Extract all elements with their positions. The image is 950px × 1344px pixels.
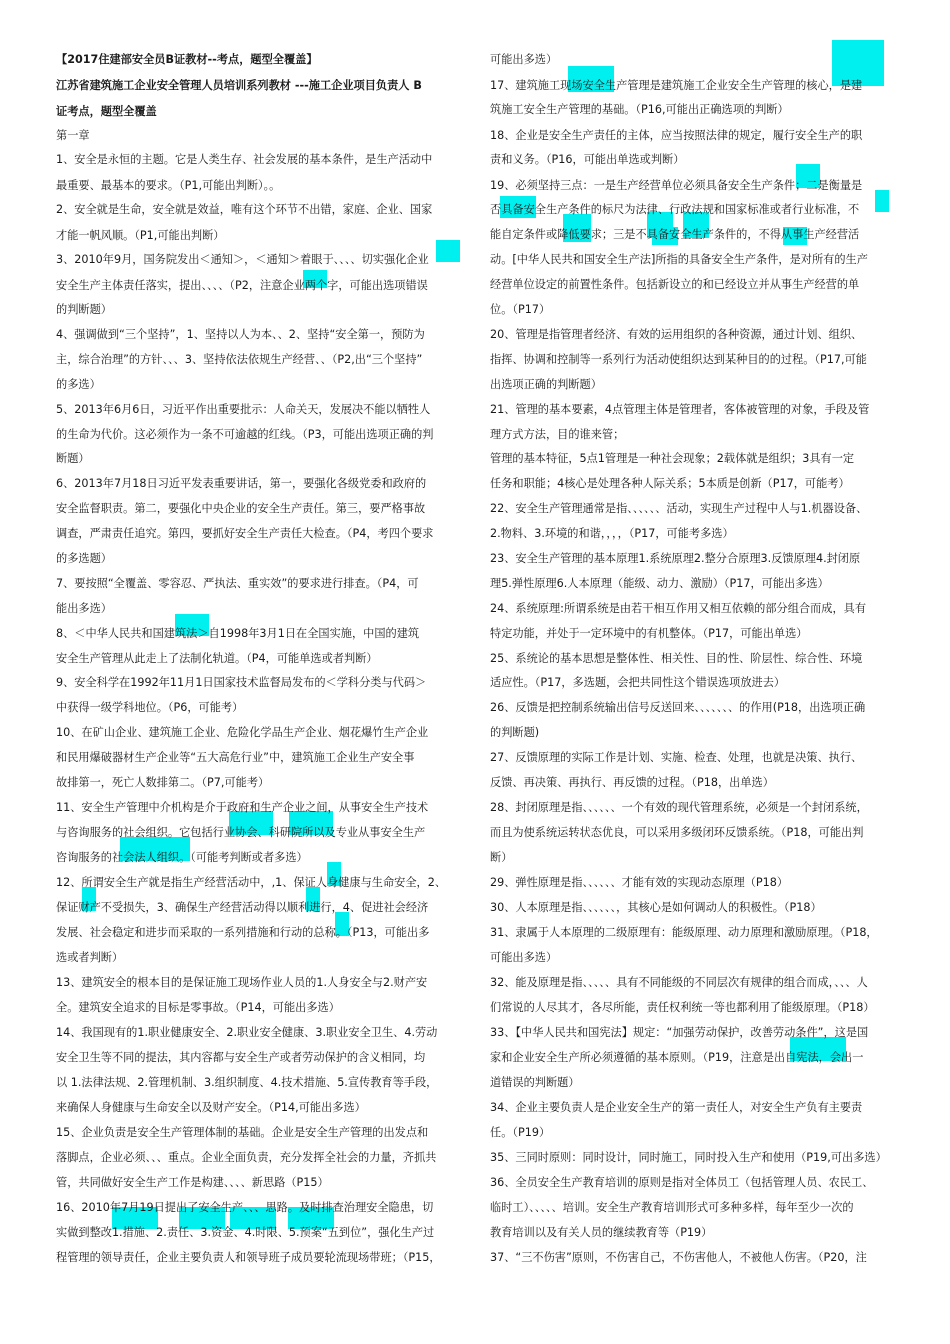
text-line: 25、系统论的基本思想是整体性、相关性、目的性、阶层性、综合性、环境	[490, 652, 863, 665]
text-line: 32、能及原理是指、、、、、具有不同能级的不同层次有规律的组合而成，、、、人	[490, 976, 868, 989]
text-line: 15、企业负责是安全生产管理体制的基础。企业是安全生产管理的出发点和	[56, 1126, 429, 1139]
text-line: 4、强调做到“三个坚持”，1、坚持以人为本、、2、坚持“安全第一，预防为	[56, 328, 425, 341]
text-line: 管理的基本特征，5点1管理是一种社会现象；2载体就是组织；3具有一定	[490, 452, 855, 465]
text-line: 反馈、再决策、再执行、再反馈的过程。（P18，出单选）	[490, 776, 774, 789]
text-line: 30、人本原理是指、、、、、、，其核心是如何调动人的积极性。（P18）	[490, 901, 822, 914]
text-line: 实做到整改1.措施、2.责任、3.资金、4.时限、5.预案“五到位”，强化生产过	[56, 1226, 435, 1239]
text-line: 道错误的判断题）	[490, 1076, 580, 1089]
text-line: 才能一帆风顺。（P1,可能出判断）	[56, 229, 225, 242]
text-line: 安全卫生等不同的提法，其内容都与安全生产或者劳动保护的含义相同，均	[56, 1051, 426, 1064]
text-line: 断）	[490, 851, 513, 864]
text-line: 的判断题)	[490, 726, 540, 739]
text-line: 29、弹性原理是指、、、、、、才能有效的实现动态原理（P18）	[490, 876, 789, 889]
text-line: 6、2013年7月18日习近平发表重要讲话，第一，要强化各级党委和政府的	[56, 477, 427, 490]
text-line: 19、必须坚持三点：一是生产经营单位必须具备安全生产条件；二是衡量是	[490, 179, 863, 192]
text-line: 来确保人身健康与生命安全以及财产安全。（P14,可能出多选）	[56, 1101, 366, 1114]
text-line: 主，综合治理”的方针、、、3、坚持依法依规生产经营、、（P2,出“三个坚持”	[56, 353, 423, 366]
text-line: 保证财产不受损失，3、确保生产经营活动得以顺利进行，4、促进社会经济	[56, 901, 429, 914]
text-line: 2、安全就是生命，安全就是效益，唯有这个环节不出错，家庭、企业、国家	[56, 203, 433, 216]
text-line: 11、安全生产管理中介机构是介于政府和生产企业之间，从事安全生产技术	[56, 801, 429, 814]
text-line: 理方式方法，目的谁来管；	[490, 428, 625, 441]
text-line: 安全生产管理从此走上了法制化轨道。（P4，可能单选或者判断）	[56, 652, 378, 665]
text-line: 咨询服务的社会法人组织。（可能考判断或者多选）	[56, 851, 308, 864]
text-line: 2.物料、3.环境的和谐，，，，（P17，可能考多选）	[490, 527, 734, 540]
text-line: 17、建筑施工现场安全生产管理是建筑施工企业安全生产管理的核心，是建	[490, 79, 863, 92]
text-line: 12、所谓安全生产就是指生产经营活动中，,1、保证人身健康与生命安全，2、	[56, 876, 447, 889]
text-line: 第一章	[56, 129, 90, 142]
text-line: 27、反馈原理的实际工作是计划、实施、检查、处理，也就是决策、执行、	[490, 751, 863, 764]
text-line: 动。[中华人民共和国安全生产法]所指的具备安全生产条件，是对所有的生产	[490, 253, 868, 266]
text-line: 的多选题）	[56, 552, 112, 565]
text-line: 们常说的人尽其才，各尽所能，责任权利统一等也都利用了能级原理。（P18）	[490, 1001, 875, 1014]
text-line: 14、我国现有的1.职业健康安全、2.职业安全健康、3.职业安全卫生、4.劳动	[56, 1026, 438, 1039]
text-line: 3、2010年9月，国务院发出＜通知＞，＜通知＞着眼于、、、、切实强化企业	[56, 253, 429, 266]
text-line: 28、封闭原理是指、、、、、、一个有效的现代管理系统，必须是一个封闭系统，	[490, 801, 868, 814]
text-line: 以 1.法律法规、2.管理机制、3.组织制度、4.技术措施、5.宣传教育等手段，	[56, 1076, 438, 1089]
text-line: 9、安全科学在1992年11月1日国家技术监督局发布的＜学科分类与代码＞	[56, 676, 427, 689]
text-line: 断题）	[56, 452, 90, 465]
text-line: 可能出多选）	[490, 951, 558, 964]
text-line: 35、三同时原则：同时设计，同时施工，同时投入生产和使用（P19,可出多选）	[490, 1151, 887, 1164]
text-line: 13、建筑安全的根本目的是保证施工现场作业人员的1.人身安全与2.财产安	[56, 976, 428, 989]
text-line: 选或者判断）	[56, 951, 124, 964]
text-line: 的多选）	[56, 378, 101, 391]
text-line: 21、管理的基本要素，4点管理主体是管理者，客体被管理的对象，手段及管	[490, 403, 870, 416]
text-line: 江苏省建筑施工企业安全管理人员培训系列教材 ---施工企业项目负责人 B	[56, 79, 422, 92]
text-line: 5、2013年6月6日，习近平作出重要批示：人命关天，发展决不能以牺牲人	[56, 403, 431, 416]
text-line: 24、系统原理:所谓系统是由若干相互作用又相互依赖的部分组合而成，具有	[490, 602, 867, 615]
text-line: 的判断题）	[56, 303, 112, 316]
text-line: 临时工）、、、、、培训。安全生产教育培训形式可多种多样，每年至少一次的	[490, 1201, 854, 1214]
text-line: 10、在矿山企业、建筑施工企业、危险化学品生产企业、烟花爆竹生产企业	[56, 726, 429, 739]
text-line: 安全生产主体责任落实，提出、、、、（P2，注意企业两个字，可能出选项错误	[56, 279, 428, 292]
text-line: 能自定条件或降低要求；三是不具备安全生产条件的，不得从事生产经营活	[490, 228, 860, 241]
text-line: 最重要、最基本的要求。（P1,可能出判断）。。	[56, 179, 281, 192]
text-line: 否具备安全生产条件的标尺为法律、行政法规和国家标准或者行业标准，不	[490, 203, 860, 216]
text-line: 31、隶属于人本原理的二级原理有：能级原理、动力原理和激励原理。（P18，	[490, 926, 878, 939]
text-line: 18、企业是安全生产责任的主体，应当按照法律的规定，履行安全生产的职	[490, 129, 863, 142]
text-line: 适应性。（P17，多选题，会把共同性这个错误选项放进去）	[490, 676, 786, 689]
text-line: 能出多选）	[56, 602, 112, 615]
text-line: 指挥、协调和控制等一系列行为活动使组织达到某种目的的过程。（P17,可能	[490, 353, 867, 366]
text-line: 任务和职能；4核心是处理各种人际关系；5本质是创新（P17，可能考）	[490, 477, 850, 490]
text-line: 的生命为代价。这必须作为一条不可逾越的红线。（P3，可能出选项正确的判	[56, 428, 434, 441]
text-line: 23、安全生产管理的基本原理1.系统原理2.整分合原理3.反馈原理4.封闭原	[490, 552, 861, 565]
text-line: 和民用爆破器材生产企业等“五大高危行业”中，建筑施工企业生产安全事	[56, 751, 415, 764]
text-line: 可能出多选）	[490, 53, 558, 66]
text-line: 1、安全是永恒的主题。它是人类生存、社会发展的基本条件，是生产活动中	[56, 153, 433, 166]
highlight-mark	[875, 190, 889, 212]
text-line: 理5.弹性原理6.人本原理（能级、动力、激励）（P17，可能出多选）	[490, 577, 829, 590]
text-line: 34、企业主要负责人是企业安全生产的第一责任人，对安全生产负有主要责	[490, 1101, 863, 1114]
text-line: 筑施工安全生产管理的基础。（P16,可能出正确选项的判断）	[490, 103, 789, 116]
text-line: 全。建筑安全追求的目标是零事故。（P14，可能出多选）	[56, 1001, 340, 1014]
text-line: 与咨询服务的社会组织。它包括行业协会、科研院所以及专业从事安全生产	[56, 826, 426, 839]
text-line: 故排第一，死亡人数排第二。（P7,可能考）	[56, 776, 270, 789]
text-line: 责和义务。（P16，可能出单选或判断）	[490, 153, 685, 166]
text-line: 家和企业安全生产所必须遵循的基本原则。（P19，注意是出自宪法，会出一	[490, 1051, 864, 1064]
text-line: 33、【中华人民共和国宪法】规定：“加强劳动保护，改善劳动条件”，这是国	[490, 1026, 869, 1039]
highlight-mark	[436, 240, 460, 262]
text-line: 【2017住建部安全员B证教材--考点，题型全覆盖】	[56, 53, 318, 66]
text-line: 程管理的领导责任，企业主要负责人和领导班子成员要轮流现场带班；（P15，	[56, 1251, 441, 1264]
text-line: 安全监督职责。第二，要强化中央企业的安全生产责任。第三，要严格事故	[56, 502, 426, 515]
text-line: 20、管理是指管理者经济、有效的运用组织的各种资源，通过计划、组织、	[490, 328, 863, 341]
text-line: 管，共同做好安全生产工作是构建、、、、新思路（P15）	[56, 1176, 329, 1189]
text-line: 中获得一级学科地位。（P6，可能考）	[56, 701, 244, 714]
text-line: 教育培训以及有关人员的继续教育等（P19）	[490, 1226, 713, 1239]
text-line: 任。（P19）	[490, 1126, 551, 1139]
text-line: 36、全员安全生产教育培训的原则是指对全体员工（包括管理人员、农民工、	[490, 1176, 874, 1189]
text-line: 经营单位设定的前置性条件。包括新设立的和已经设立并从事生产经营的单	[490, 278, 860, 291]
text-line: 调查，严肃责任追究。第四，要抓好安全生产责任大检查。（P4，考四个要求	[56, 527, 434, 540]
text-line: 出选项正确的判断题）	[490, 378, 602, 391]
text-line: 22、安全生产管理通常是指、、、、、、活动，实现生产过程中人与1.机器设备、	[490, 502, 868, 515]
text-line: 8、＜中华人民共和国建筑法＞自1998年3月1日在全国实施，中国的建筑	[56, 627, 420, 640]
text-line: 7、要按照“全覆盖、零容忍、严执法、重实效”的要求进行排查。（P4，可	[56, 577, 419, 590]
text-line: 证考点，题型全覆盖	[56, 105, 157, 118]
text-line: 位。（P17）	[490, 303, 551, 316]
text-line: 26、反馈是把控制系统输出信号反送回来、、、、、、、的作用(P18，出选项正确	[490, 701, 866, 714]
text-line: 16、2010年7月19日提出了安全生产、、、思路。及时排查治理安全隐患，切	[56, 1201, 434, 1214]
text-line: 发展、社会稳定和进步而采取的一系列措施和行动的总称。（P13，可能出多	[56, 926, 430, 939]
text-line: 落脚点，企业必须、、、重点。企业全面负责，充分发挥全社会的力量，齐抓共	[56, 1151, 437, 1164]
text-line: 37、“三不伤害”原则，不伤害自己，不伤害他人，不被他人伤害。（P20，注	[490, 1251, 867, 1264]
text-line: 而且为使系统运转状态优良，可以采用多级闭环反馈系统。（P18，可能出判	[490, 826, 864, 839]
text-line: 特定功能，并处于一定环境中的有机整体。（P17，可能出单选）	[490, 627, 808, 640]
